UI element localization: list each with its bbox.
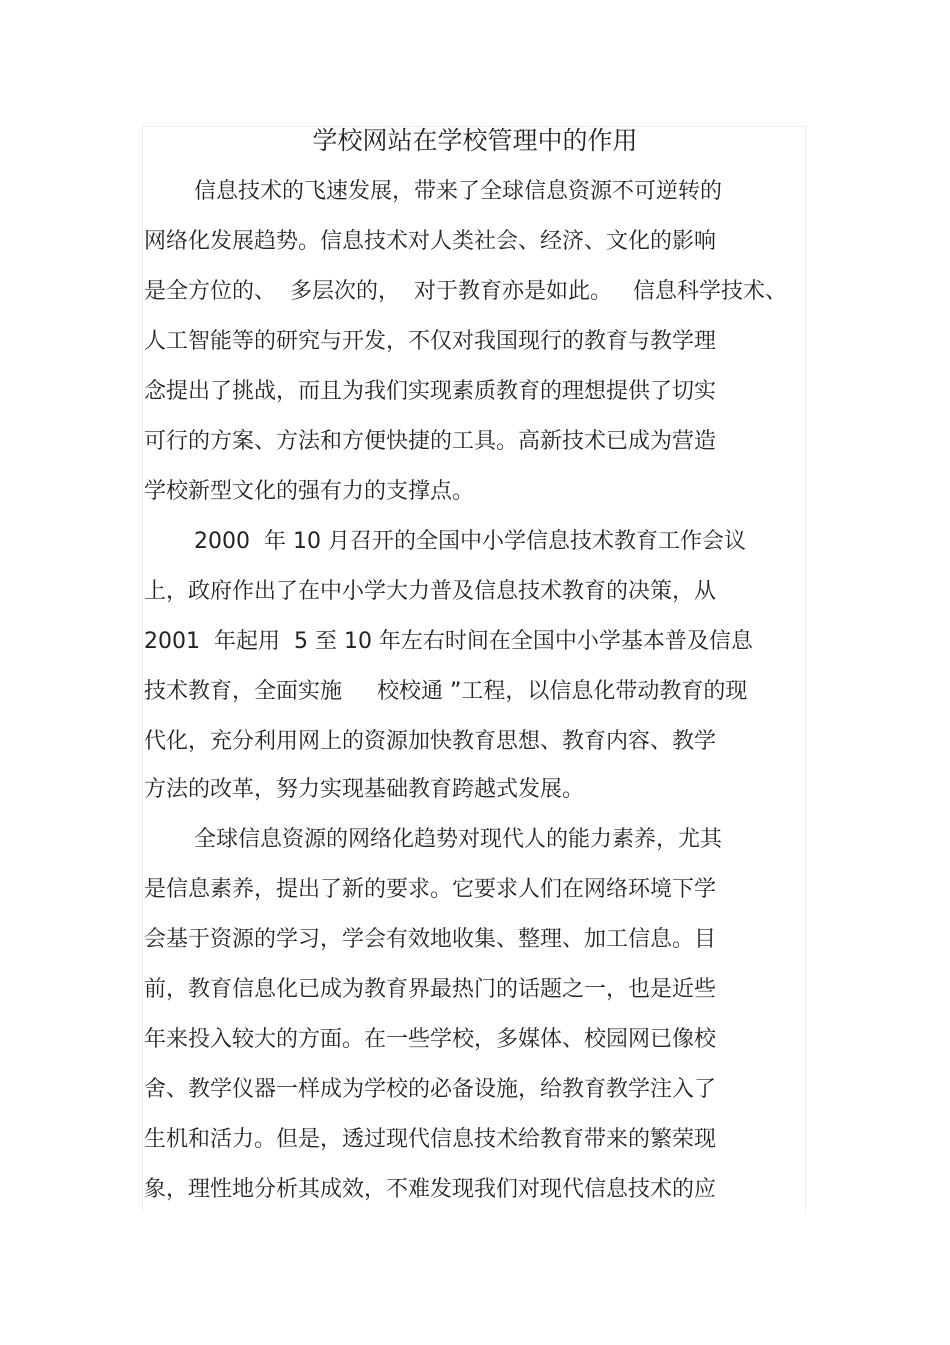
text-line: 象，理性地分析其成效，不难发现我们对现代信息技术的应 — [144, 1177, 717, 1202]
text-line: 生机和活力。但是，透过现代信息技术给教育带来的繁荣现 — [144, 1127, 717, 1152]
text-line: 上，政府作出了在中小学大力普及信息技术教育的决策，从 — [144, 579, 717, 604]
text-line: 网络化发展趋势。信息技术对人类社会、经济、文化的影响 — [144, 229, 717, 254]
text-line: 2001 年起用 5 至 10 年左右时间在全国中小学基本普及信息 — [144, 629, 753, 654]
text-line: 全球信息资源的网络化趋势对现代人的能力素养，尤其 — [194, 827, 723, 852]
text-line: 舍、教学仪器一样成为学校的必备设施，给教育教学注入了 — [144, 1077, 717, 1102]
text-line: 代化，充分利用网上的资源加快教育思想、教育内容、教学 — [144, 729, 717, 754]
text-line: 方法的改革，努力实现基础教育跨越式发展。 — [144, 777, 585, 802]
text-line: 技术教育，全面实施 校校通 ”工程，以信息化带动教育的现 — [144, 679, 748, 704]
text-line: 可行的方案、方法和方便快捷的工具。高新技术已成为营造 — [144, 429, 717, 454]
text-line: 前，教育信息化已成为教育界最热门的话题之一，也是近些 — [144, 977, 717, 1002]
text-line: 人工智能等的研究与开发，不仅对我国现行的教育与教学理 — [144, 329, 717, 354]
text-line: 2000 年 10 月召开的全国中小学信息技术教育工作会议 — [194, 529, 746, 554]
text-line: 是全方位的、 多层次的， 对于教育亦是如此。 信息科学技术、 — [144, 279, 787, 304]
text-line: 信息技术的飞速发展，带来了全球信息资源不可逆转的 — [194, 179, 723, 204]
text-line: 是信息素养，提出了新的要求。它要求人们在网络环境下学 — [144, 877, 717, 902]
text-line: 念提出了挑战，而且为我们实现素质教育的理想提供了切实 — [144, 379, 717, 404]
text-line: 学校新型文化的强有力的支撑点。 — [144, 479, 475, 504]
text-line: 年来投入较大的方面。在一些学校，多媒体、校园网已像校 — [144, 1027, 717, 1052]
text-line: 会基于资源的学习，学会有效地收集、整理、加工信息。目 — [144, 927, 717, 952]
document-title: 学校网站在学校管理中的作用 — [312, 126, 638, 155]
